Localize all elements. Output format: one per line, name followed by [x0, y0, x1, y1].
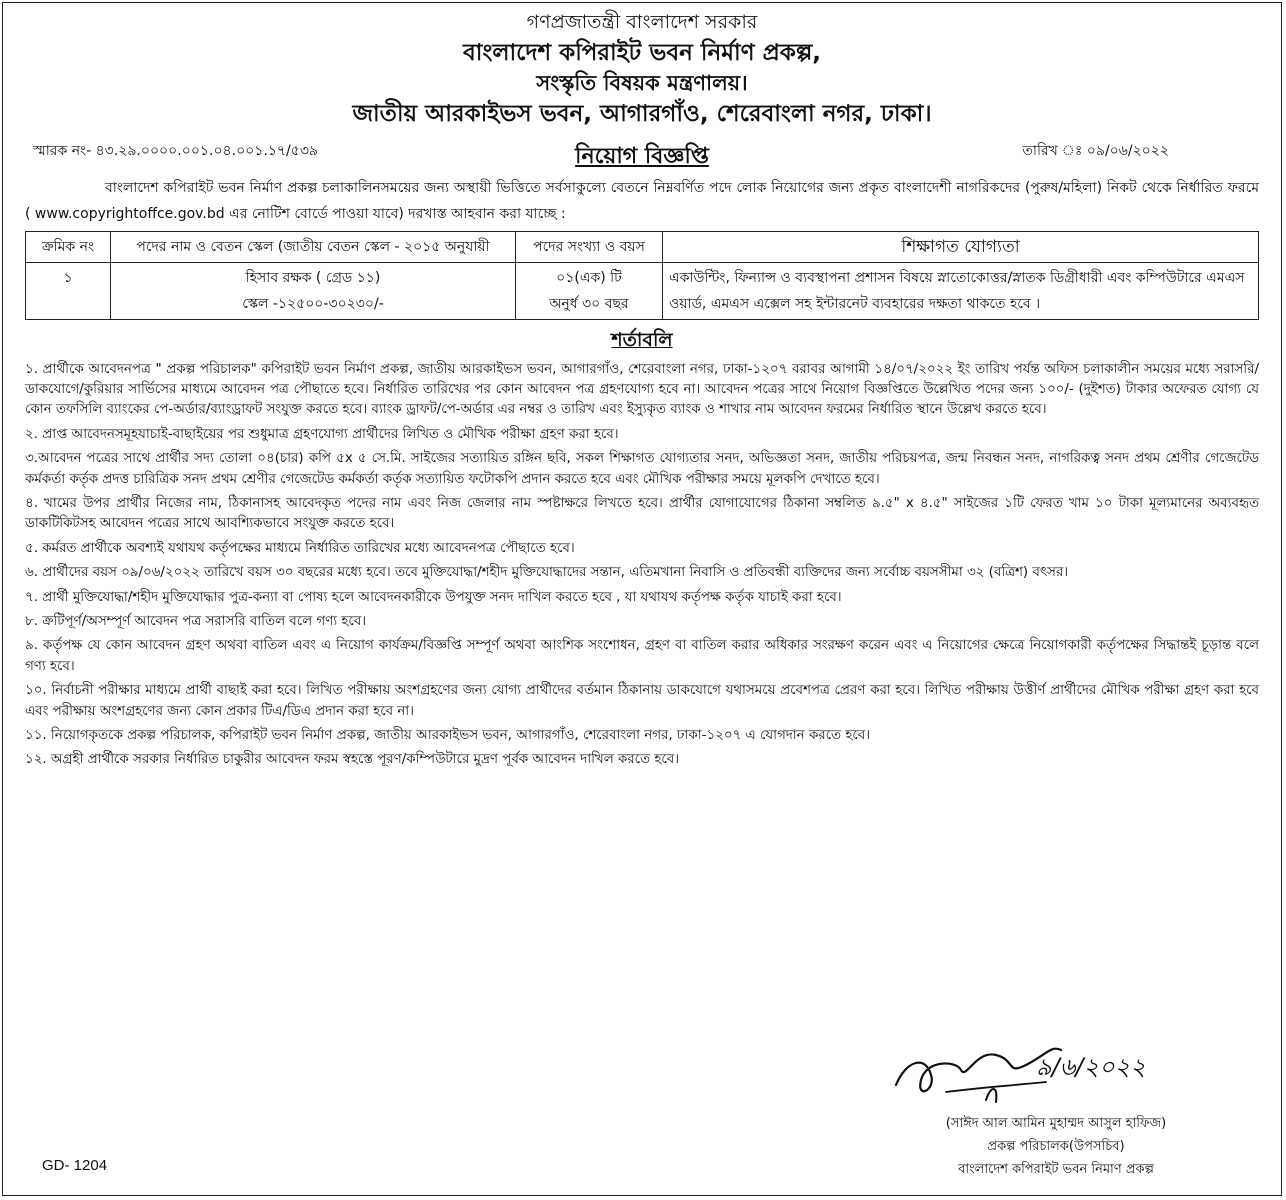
age-limit: অনুর্ধ ৩০ বছর: [549, 295, 629, 312]
cell-post: [111, 262, 516, 319]
condition-item: ১০. নির্বাচনী পরীক্ষার মাধ্যমে প্রার্থী বাছাই করা হবে। লিখিত পরীক্ষায় অংশগ্রহণের জন্য যোগ্য প্রার্থীদের বর্তমান ঠিকানায় ডাকযোগে যথাসময়ে প্রবেশপত্র প্রেরণ করা হবে। লিখিত পরীক্ষায় উত্তীর্ণ প্রার্থীদের মৌখিক পরীক্ষা গ্রহণ করা হবে এবং পরীক্ষায় অংশগ্রহণের জন্য কোন প্রকার টিএ/ডিএ প্রদান করা হবে না।: [25, 683, 1259, 719]
condition-item: ৪. খামের উপর প্রার্থীর নিজের নাম, ঠিকানাসহ আবেদকৃত পদের নাম এবং নিজ জেলার নাম স্পষ্টাক্ষরে লিখতে হবে। প্রার্থীর যোগাযোগের ঠিকানা সম্বলিত ৯.৫" x ৪.৫" সাইজের ১টি ফেরত খাম ১০ টাকা মূল্যমানের অব্যবহৃত ডাকটিকিটসহ আবেদন পত্রের সাথে আবশ্যিকভাবে সংযুক্ত করতে হবে।: [25, 495, 1259, 532]
condition-item: ৩.আবেদন পত্রের সাথে প্রার্থীর সদ্য তোলা ০৪(চার) কপি ৫x ৫ সে.মি. সাইজের সত্যায়িত রঙ্গিন ছবি, সকল শিক্ষাগত যোগ্যতার সনদ, অভিজ্ঞতা সনদ, জাতীয় পরিচয়পত্র, জন্ম নিবন্ধন সনদ, নাগরিকত্ব সনদ প্রথম শ্রেণীর গেজেটেড কর্মকর্তা কর্তৃক প্রদত্ত চারিত্রিক সনদ প্রথম শ্রেণীর গেজেটেড কর্মকর্তা কর্তৃক সত্যায়িত ফটোকপি প্রদান করতে হবে এবং মৌখিক পরীক্ষার সময়ে মূলকপি দেখাতে হবে।: [25, 451, 1259, 487]
header-ministry: সংস্কৃতি বিষয়ক মন্ত্রণালয়।: [536, 70, 748, 95]
signature-block: [866, 1030, 1246, 1120]
header: [25, 11, 1259, 129]
signature-date: ৯/৬/২০২২: [1036, 1053, 1146, 1081]
notice-title: নিয়োগ বিজ্ঞপ্তি: [575, 143, 709, 169]
table-row: [26, 262, 1259, 319]
condition-item: ৯. কর্তৃপক্ষ যে কোন আবেদন গ্রহণ অথবা বাতিল এবং এ নিয়োগ কার্যক্রম/বিজ্ঞপ্তি সম্পূর্ণ অথবা আংশিক সংশোধন, গ্রহণ বা বাতিল করার অধিকার সংরক্ষণ করেন এবং এ নিয়োগের ক্ষেত্রে নিয়োগকারী কর্তৃপক্ষের সিদ্ধান্তই চূড়ান্ত বলে গণ্য হবে।: [25, 638, 1259, 674]
footer-code: GD- 1204: [42, 1157, 108, 1174]
job-table: [25, 231, 1259, 320]
header-post: পদের নাম ও বেতন স্কেল (জাতীয় বেতন স্কেল - ২০১৫ অনুযায়ী: [111, 231, 516, 262]
condition-item: ৬. প্রার্থীদের বয়স ০৯/০৬/২০২২ তারিখে বয়স ৩০ বছরের মধ্যে হবে। তবে মুক্তিযোদ্ধা/শহীদ মুক্তিযোদ্ধাদের সন্তান, এতিমখানা নিবাসি ও প্রতিবন্ধী ব্যক্তিদের জন্য সর্বোচ্চ বয়সসীমা ৩২ (বত্রিশ) বৎসর।: [25, 565, 1069, 581]
conditions-title: শর্তাবলি: [611, 328, 673, 351]
officer-name: (সাঈদ আল আমিন মুহাম্মদ আসুল হাফিজ): [945, 1116, 1167, 1131]
meta-row: [25, 139, 1259, 173]
cell-qualification: একাউন্টিং, ফিন্যান্স ও ব্যবস্থাপনা প্রশাসন বিষয়ে স্নাতোকোত্তর/স্নাতক ডিগ্রীধারী এবং কম্পিউটারে এমএস ওয়ার্ড, এমএস এক্সেল সহ ইন্টারনেট ব্যবহারের দক্ষতা থাকতে হবে ।: [663, 262, 1259, 319]
header-qualification: শিক্ষাগত যোগ্যতা: [663, 231, 1259, 262]
conditions-list: [25, 360, 1259, 771]
header-serial: ক্রমিক নং: [26, 231, 111, 262]
header-government: গণপ্রজাতন্ত্রী বাংলাদেশ সরকার: [526, 11, 758, 33]
condition-item: ১২. অগ্রহী প্রার্থীকে সরকার নির্ধারিত চাকুরীর আবেদন ফরম স্বহস্তে পূরণ/কম্পিউটারে মুদ্রণ পূর্বক আবেদন দাখিল করতে হবে।: [25, 752, 680, 768]
condition-item: ৮. ক্রটিপূর্ণ/অসম্পূর্ণ আবেদন পত্র সরাসরি বাতিল বলে গণ্য হবে।: [25, 613, 367, 629]
condition-item: ২. প্রাপ্ত আবেদনসমূহযাচাই-বাছাইয়ের পর শুধুমাত্র গ্রহণযোগ্য প্রার্থীদের লিখিত ও মৌখিক পরীক্ষা গ্রহণ করা হবে।: [25, 426, 619, 442]
table-header-row: [26, 231, 1259, 262]
post-name: হিসাব রক্ষক ( গ্রেড ১১): [245, 269, 381, 286]
condition-item: ৫. কর্মরত প্রার্থীকে অবশ্যই যথাযথ কর্তৃপক্ষের মাধ্যমে নির্ধারিত তারিখের মধ্যে আবেদনপত্র পৌছাতে হবে।: [25, 540, 575, 556]
notice-page: [2, 2, 1282, 1196]
signature-icon: [886, 1030, 1186, 1110]
intro-paragraph: বাংলাদেশ কপিরাইট ভবন নির্মাণ প্রকল্প চলাকালিনসময়ের জন্য অস্থায়ী ভিত্তিতে সর্বসাকুল্যে বেতনে নিম্নবর্ণিত পদে লোক নিয়োগের জন্য প্রকৃত বাংলাদেশী নাগরিকদের (পুরুষ/মহিলা) নিকট থেকে নির্ধারিত ফরমে ( www.copyrightoffce.gov.bd এর নোটিশ বোর্ডে পাওয়া যাবে) দরখাস্ত আহবান করা যাচ্ছে :: [25, 179, 1259, 222]
officer-designation: প্রকল্প পরিচালক(উপসচিব): [987, 1139, 1125, 1154]
post-scale: স্কেল -১২৫০০-৩০২৩০/-: [242, 295, 384, 312]
condition-item: ৭. প্রার্থী মুক্তিযোদ্ধা/শহীদ মুক্তিযোদ্ধার পুত্র-কন্যা বা পোষ্য হলে আবেদনকারীকে উপযুক্ত সনদ দাখিল করতে হবে , যা যথাযথ কর্তৃপক্ষ কর্তৃক যাচাই করা হবে।: [25, 589, 842, 605]
reference-number: স্মারক নং- ৪৩.২৯.০০০০.০০১.০৪.০০১.১৭/৫৩৯: [33, 142, 319, 159]
cell-serial: ১: [26, 262, 111, 319]
condition-item: ১. প্রার্থীকে আবেদনপত্র " প্রকল্প পরিচালক" কপিরাইট ভবন নির্মাণ প্রকল্প, জাতীয় আরকাইভস ভবন, আগারগাঁও, শেরেবাংলা নগর, ঢাকা-১২০৭ বরাবর আগামী ১৪/০৭/২০২২ ইং তারিখ পর্যন্ত অফিস চলাকালীন সময়ের মধ্যে সরাসরি/ডাকযোগে/কুরিয়ার সার্ভিসের মাধ্যমে আবেদন পত্র পৌছাতে হবে। নির্ধারিত তারিখের পর কোন আবেদন পত্র গ্রহণযোগ্য হবে না। আবেদন পত্রের সাথে নিয়োগ বিজ্ঞপ্তিতে উল্লেখিত পদের জন্য ১০০/- (দুইশত) টাকার অফেরত যোগ্য যে কোন তফসিলি ব্যাংকের পে-অর্ডার/ব্যাংড্রাফট সংযুক্ত করতে হবে। ব্যাংক ড্রাফট/পে-অর্ডার এর নম্বর ও তারিখ এবং ইস্যুকৃত ব্যাংক ও শাখার নাম আবেদন ফরমের নির্ধারিত স্থানে উল্লেখ করতে হবে।: [25, 361, 1259, 418]
header-project: বাংলাদেশ কপিরাইট ভবন নির্মাণ প্রকল্প,: [463, 39, 821, 66]
condition-item: ১১. নিয়োগকৃতকে প্রকল্প পরিচালক, কপিরাইট ভবন নির্মাণ প্রকল্প, জাতীয় আরকাইভস ভবন, আগারগাঁও, শেরেবাংলা নগর, ঢাকা-১২০৭ এ যোগদান করতে হবে।: [25, 728, 871, 743]
header-count: পদের সংখ্যা ও বয়স: [516, 231, 663, 262]
notice-date: তারিখ ঃ ০৯/০৬/২০২২: [1022, 142, 1169, 159]
header-address: জাতীয় আরকাইভস ভবন, আগারগাঁও, শেরেবাংলা নগর, ঢাকা।: [352, 100, 932, 127]
post-count: ০১(এক) টি: [556, 269, 622, 286]
officer-office: বাংলাদেশ কপিরাইট ভবন নিমাণ প্রকল্প: [958, 1162, 1154, 1177]
officer-block: [886, 1112, 1226, 1181]
cell-count: [516, 262, 663, 319]
